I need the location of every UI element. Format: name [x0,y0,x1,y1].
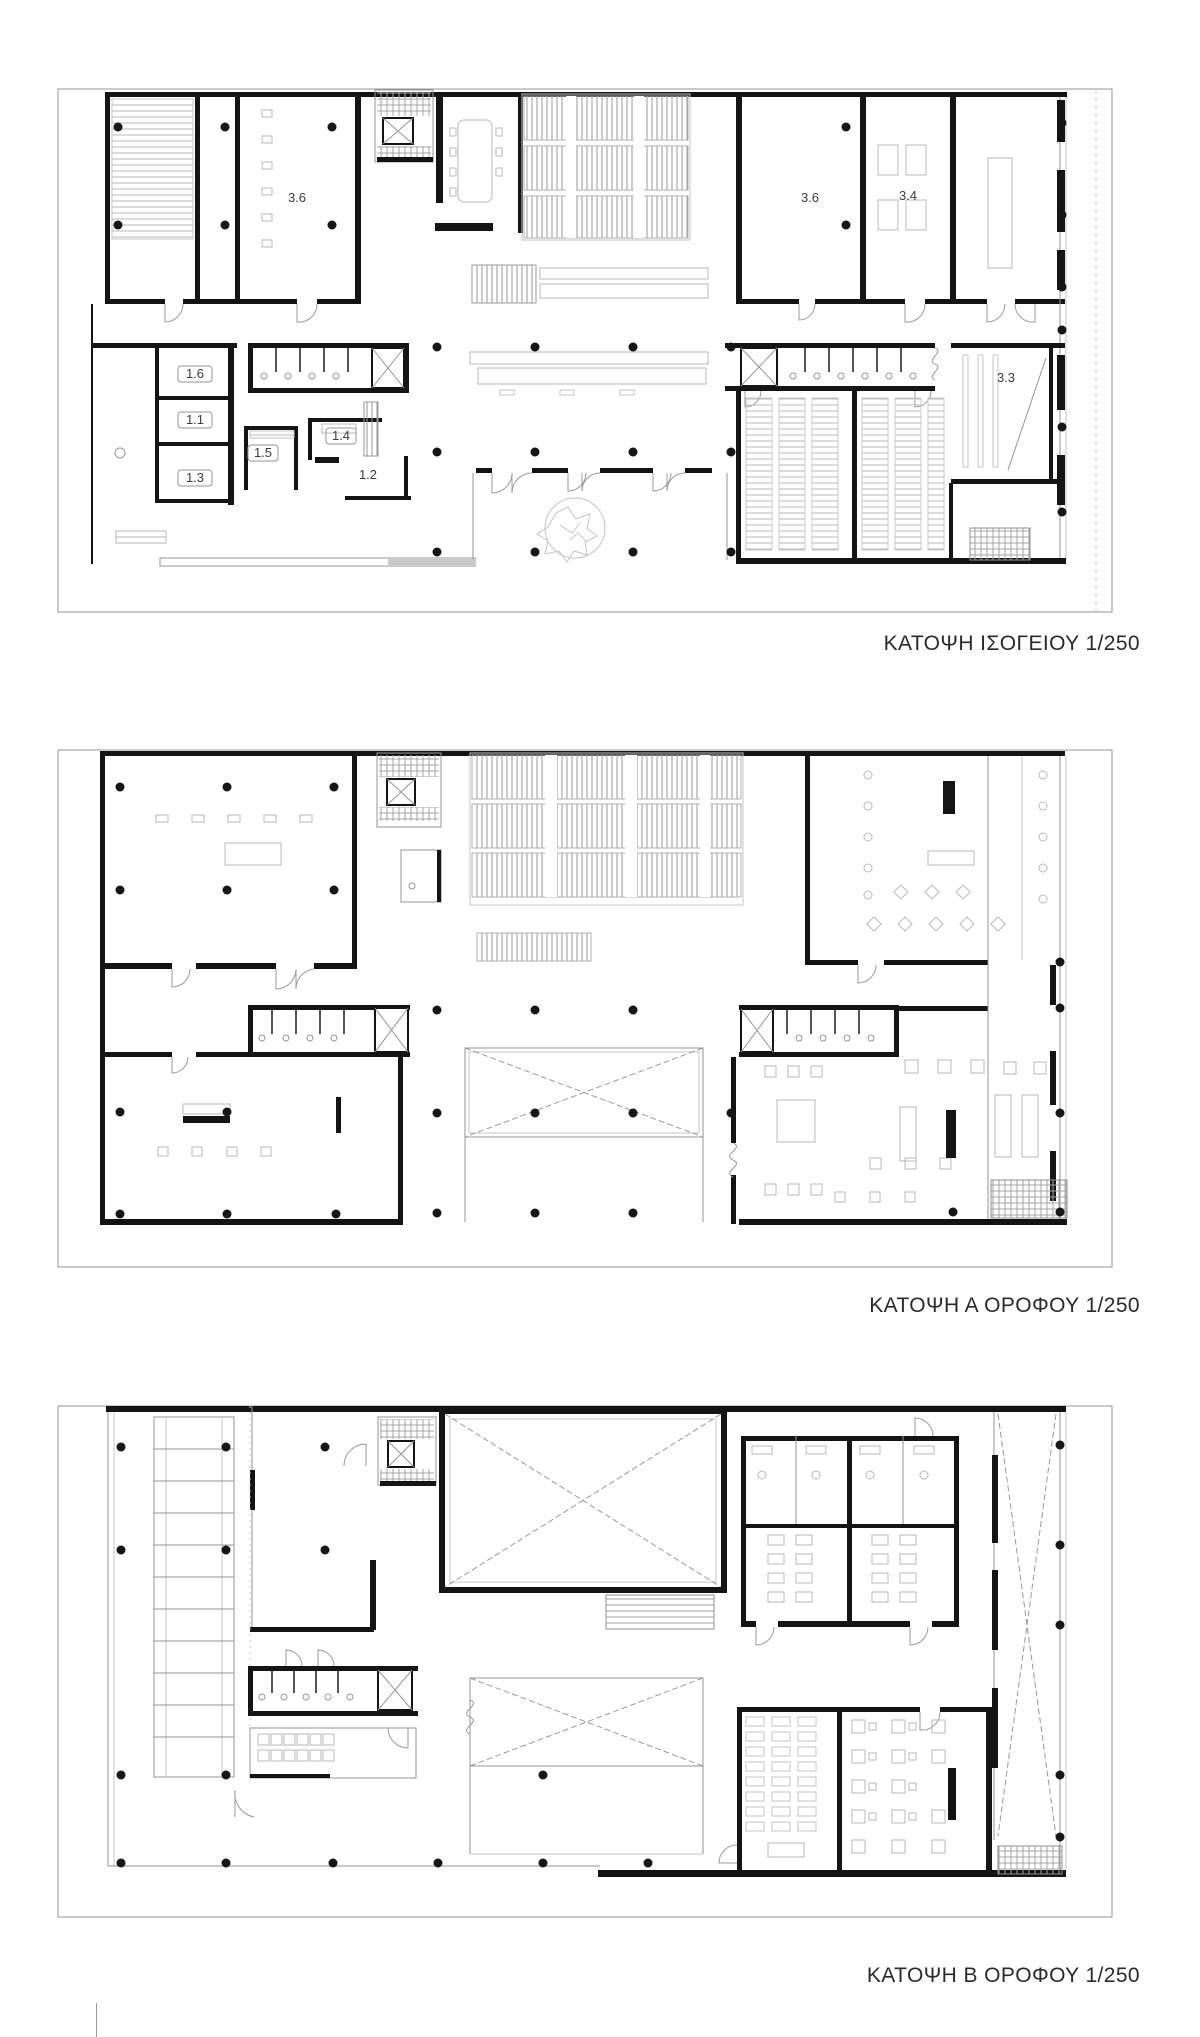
caption-second-floor: ΚΑΤΟΨΗ Β ΟΡΟΦΟΥ 1/250 [866,1964,1140,1987]
east-brace-shaft [992,1412,1065,1842]
reading-room [842,1707,992,1875]
wc-core [248,1650,418,1716]
stair-core [344,1417,436,1486]
office-block [741,1418,959,1645]
room-label: 1.6 [185,366,205,381]
elevator-icon [388,1441,414,1467]
atrium-void-large [442,1411,724,1629]
columns-grid [117,1443,653,1868]
locker-room [235,1728,416,1817]
room-label: 1.2 [358,467,378,482]
room-label: 3.6 [800,190,820,205]
classroom [719,1707,842,1875]
room-label: 1.5 [253,445,273,460]
balcony-hatch [998,1846,1062,1874]
room-label: 1.4 [331,428,351,443]
room-label: 1.3 [185,470,205,485]
sheet-corner-tick [96,2003,97,2037]
caption-ground-floor: ΚΑΤΟΨΗ ΙΣΟΓΕΙΟΥ 1/250 [883,632,1140,655]
room-label: 3.6 [287,190,307,205]
elevator-icon [378,1670,412,1710]
caption-first-floor: ΚΑΤΟΨΗ Α ΟΡΟΦΟΥ 1/250 [869,1294,1140,1317]
frame [58,1406,1112,1917]
atrium-void-small [467,1678,703,1854]
room-label: 3.3 [996,370,1016,385]
room-label: 3.4 [898,188,918,203]
room-label: 1.1 [185,412,205,427]
west-gallery [154,1406,250,1777]
